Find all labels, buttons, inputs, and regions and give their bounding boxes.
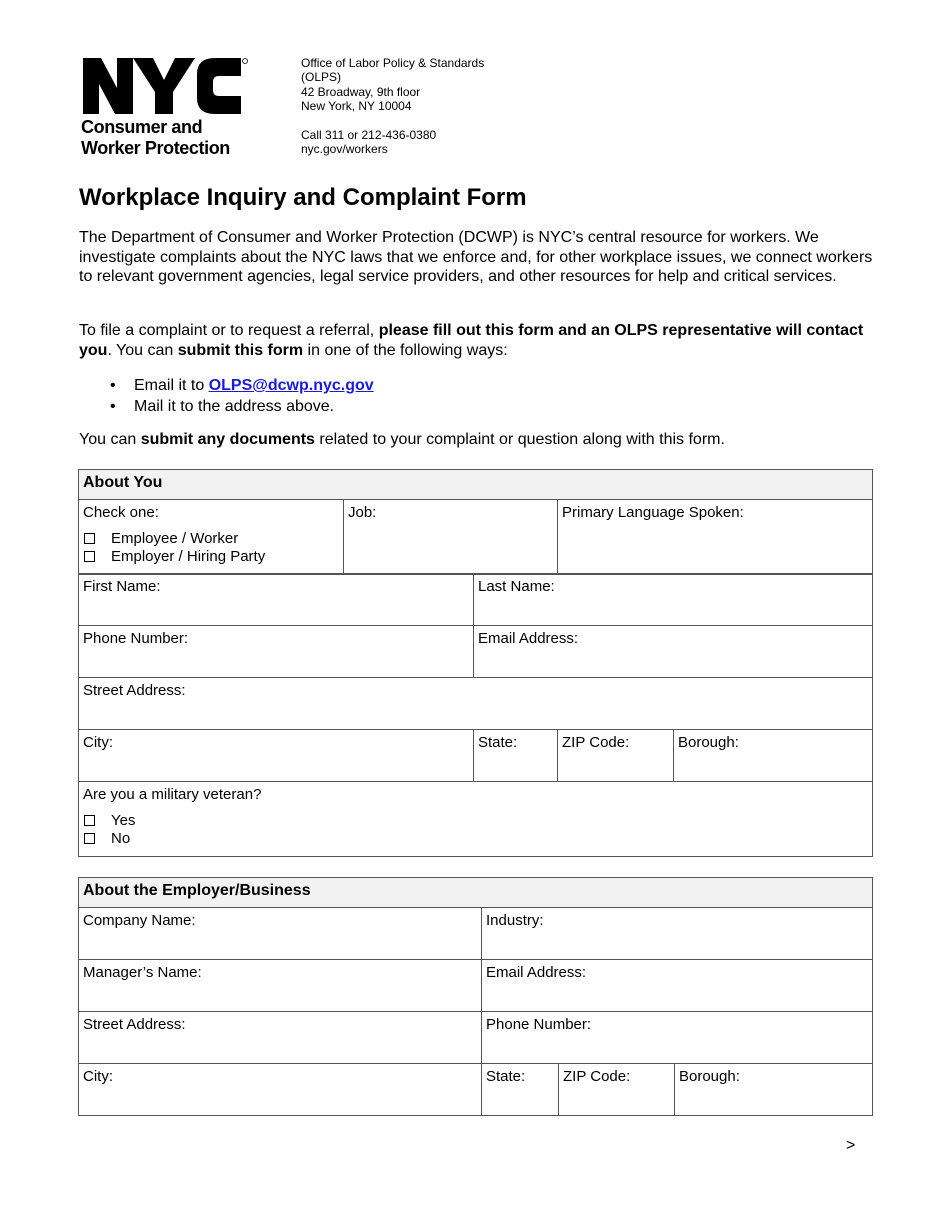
employer-checkbox[interactable] <box>84 551 95 562</box>
list-item <box>110 375 374 396</box>
nyc-wordmark-icon <box>81 56 249 116</box>
veteran-field <box>79 782 873 857</box>
field-label: City: <box>83 1068 113 1085</box>
office-line: New York, NY 10004 <box>301 99 412 114</box>
field-label: Borough: <box>678 734 739 751</box>
zip-code-field[interactable] <box>558 730 674 782</box>
employer-email-field[interactable] <box>482 960 873 1012</box>
field-label: Industry: <box>486 912 544 929</box>
submission-methods <box>110 375 374 417</box>
about-you-contact <box>78 573 873 857</box>
option-label: Employee / Worker <box>111 530 239 547</box>
text-run-bold: submit this form <box>177 341 304 359</box>
field-label: Phone Number: <box>83 630 189 647</box>
logo-line-1: Consumer and <box>81 117 203 137</box>
role-field <box>79 500 344 575</box>
field-label: Street Address: <box>83 682 186 699</box>
first-name-field[interactable] <box>79 574 474 626</box>
veteran-no-checkbox[interactable] <box>84 833 95 844</box>
job-field[interactable] <box>344 500 558 575</box>
field-label: Job: <box>348 504 377 521</box>
logo-line-2: Worker Protection <box>81 138 230 158</box>
office-line: (OLPS) <box>301 70 342 85</box>
field-label: State: <box>478 734 518 751</box>
nyc-logo <box>81 56 256 159</box>
option-label: No <box>111 830 131 847</box>
field-label: Company Name: <box>83 912 196 929</box>
manager-name-field[interactable] <box>79 960 482 1012</box>
text-run: To file a complaint or to request a referral, <box>79 322 379 339</box>
phone-field[interactable] <box>79 626 474 678</box>
employer-city-field[interactable] <box>79 1064 482 1116</box>
section-heading: About You <box>79 470 873 500</box>
page-title: Workplace Inquiry and Complaint Form <box>79 184 527 211</box>
last-name-field[interactable] <box>474 574 873 626</box>
field-label: State: <box>486 1068 526 1085</box>
field-label: Last Name: <box>478 578 555 595</box>
email-field[interactable] <box>474 626 873 678</box>
about-you-section <box>78 469 873 575</box>
contact-website: nyc.gov/workers <box>301 142 388 157</box>
list-item: • Mail it to the address above. <box>110 396 374 417</box>
employer-state-field[interactable] <box>482 1064 559 1116</box>
field-label: ZIP Code: <box>562 734 630 751</box>
employer-borough-field[interactable] <box>675 1064 873 1116</box>
employer-phone-field[interactable] <box>482 1012 873 1064</box>
field-label: Street Address: <box>83 1016 186 1033</box>
field-label: Primary Language Spoken: <box>562 504 744 521</box>
field-label: ZIP Code: <box>563 1068 631 1085</box>
employer-zip-code-field[interactable] <box>559 1064 675 1116</box>
logo-title <box>81 117 256 159</box>
industry-field[interactable] <box>482 908 873 960</box>
contact-phone: Call 311 or 212-436-0380 <box>301 127 437 142</box>
field-label: First Name: <box>83 578 161 595</box>
text-run: related to your complaint or question along with this form. <box>314 431 725 448</box>
street-address-field[interactable] <box>79 678 873 730</box>
field-label: Email Address: <box>486 964 587 981</box>
filing-instructions <box>79 321 879 360</box>
field-label: Are you a military veteran? <box>83 786 262 803</box>
documents-note <box>79 430 879 450</box>
office-address <box>301 56 484 156</box>
city-field[interactable] <box>79 730 474 782</box>
company-name-field[interactable] <box>79 908 482 960</box>
text-run-bold: submit any documents <box>140 431 315 448</box>
text-run: . You can <box>107 341 178 359</box>
employee-checkbox[interactable] <box>84 533 95 544</box>
primary-language-field[interactable] <box>558 500 873 575</box>
option-label: Employer / Hiring Party <box>111 548 266 565</box>
borough-field[interactable] <box>674 730 873 782</box>
next-page-arrow[interactable]: > <box>846 1137 856 1154</box>
employer-street-address-field[interactable] <box>79 1012 482 1064</box>
office-line: 42 Broadway, 9th floor <box>301 84 421 99</box>
intro-paragraph: The Department of Consumer and Worker Protection (DCWP) is NYC’s central resource for workers. We investigate complaints about the NYC laws that we enforce and, for other workplace issues, we connect workers to relevant government agencies, legal service providers, and other resources for help and critical services. <box>79 229 873 286</box>
text-run: in one of the following ways: <box>303 341 508 359</box>
text-run-bold: please fill out this form and an OLPS representative will contact you <box>79 322 864 359</box>
email-link[interactable]: OLPS@dcwp.nyc.gov <box>208 377 374 394</box>
text-run: You can <box>79 431 141 448</box>
state-field[interactable] <box>474 730 558 782</box>
field-label: Phone Number: <box>486 1016 592 1033</box>
text-run: Email it to <box>134 377 209 394</box>
section-heading: About the Employer/Business <box>79 878 873 908</box>
about-employer-section <box>78 877 873 1116</box>
field-label: Borough: <box>679 1068 740 1085</box>
option-label: Yes <box>111 812 136 829</box>
field-label: Email Address: <box>478 630 579 647</box>
field-label: Check one: <box>83 504 159 521</box>
field-label: City: <box>83 734 113 751</box>
office-line: Office of Labor Policy & Standards <box>301 56 485 70</box>
veteran-yes-checkbox[interactable] <box>84 815 95 826</box>
field-label: Manager’s Name: <box>83 964 202 981</box>
